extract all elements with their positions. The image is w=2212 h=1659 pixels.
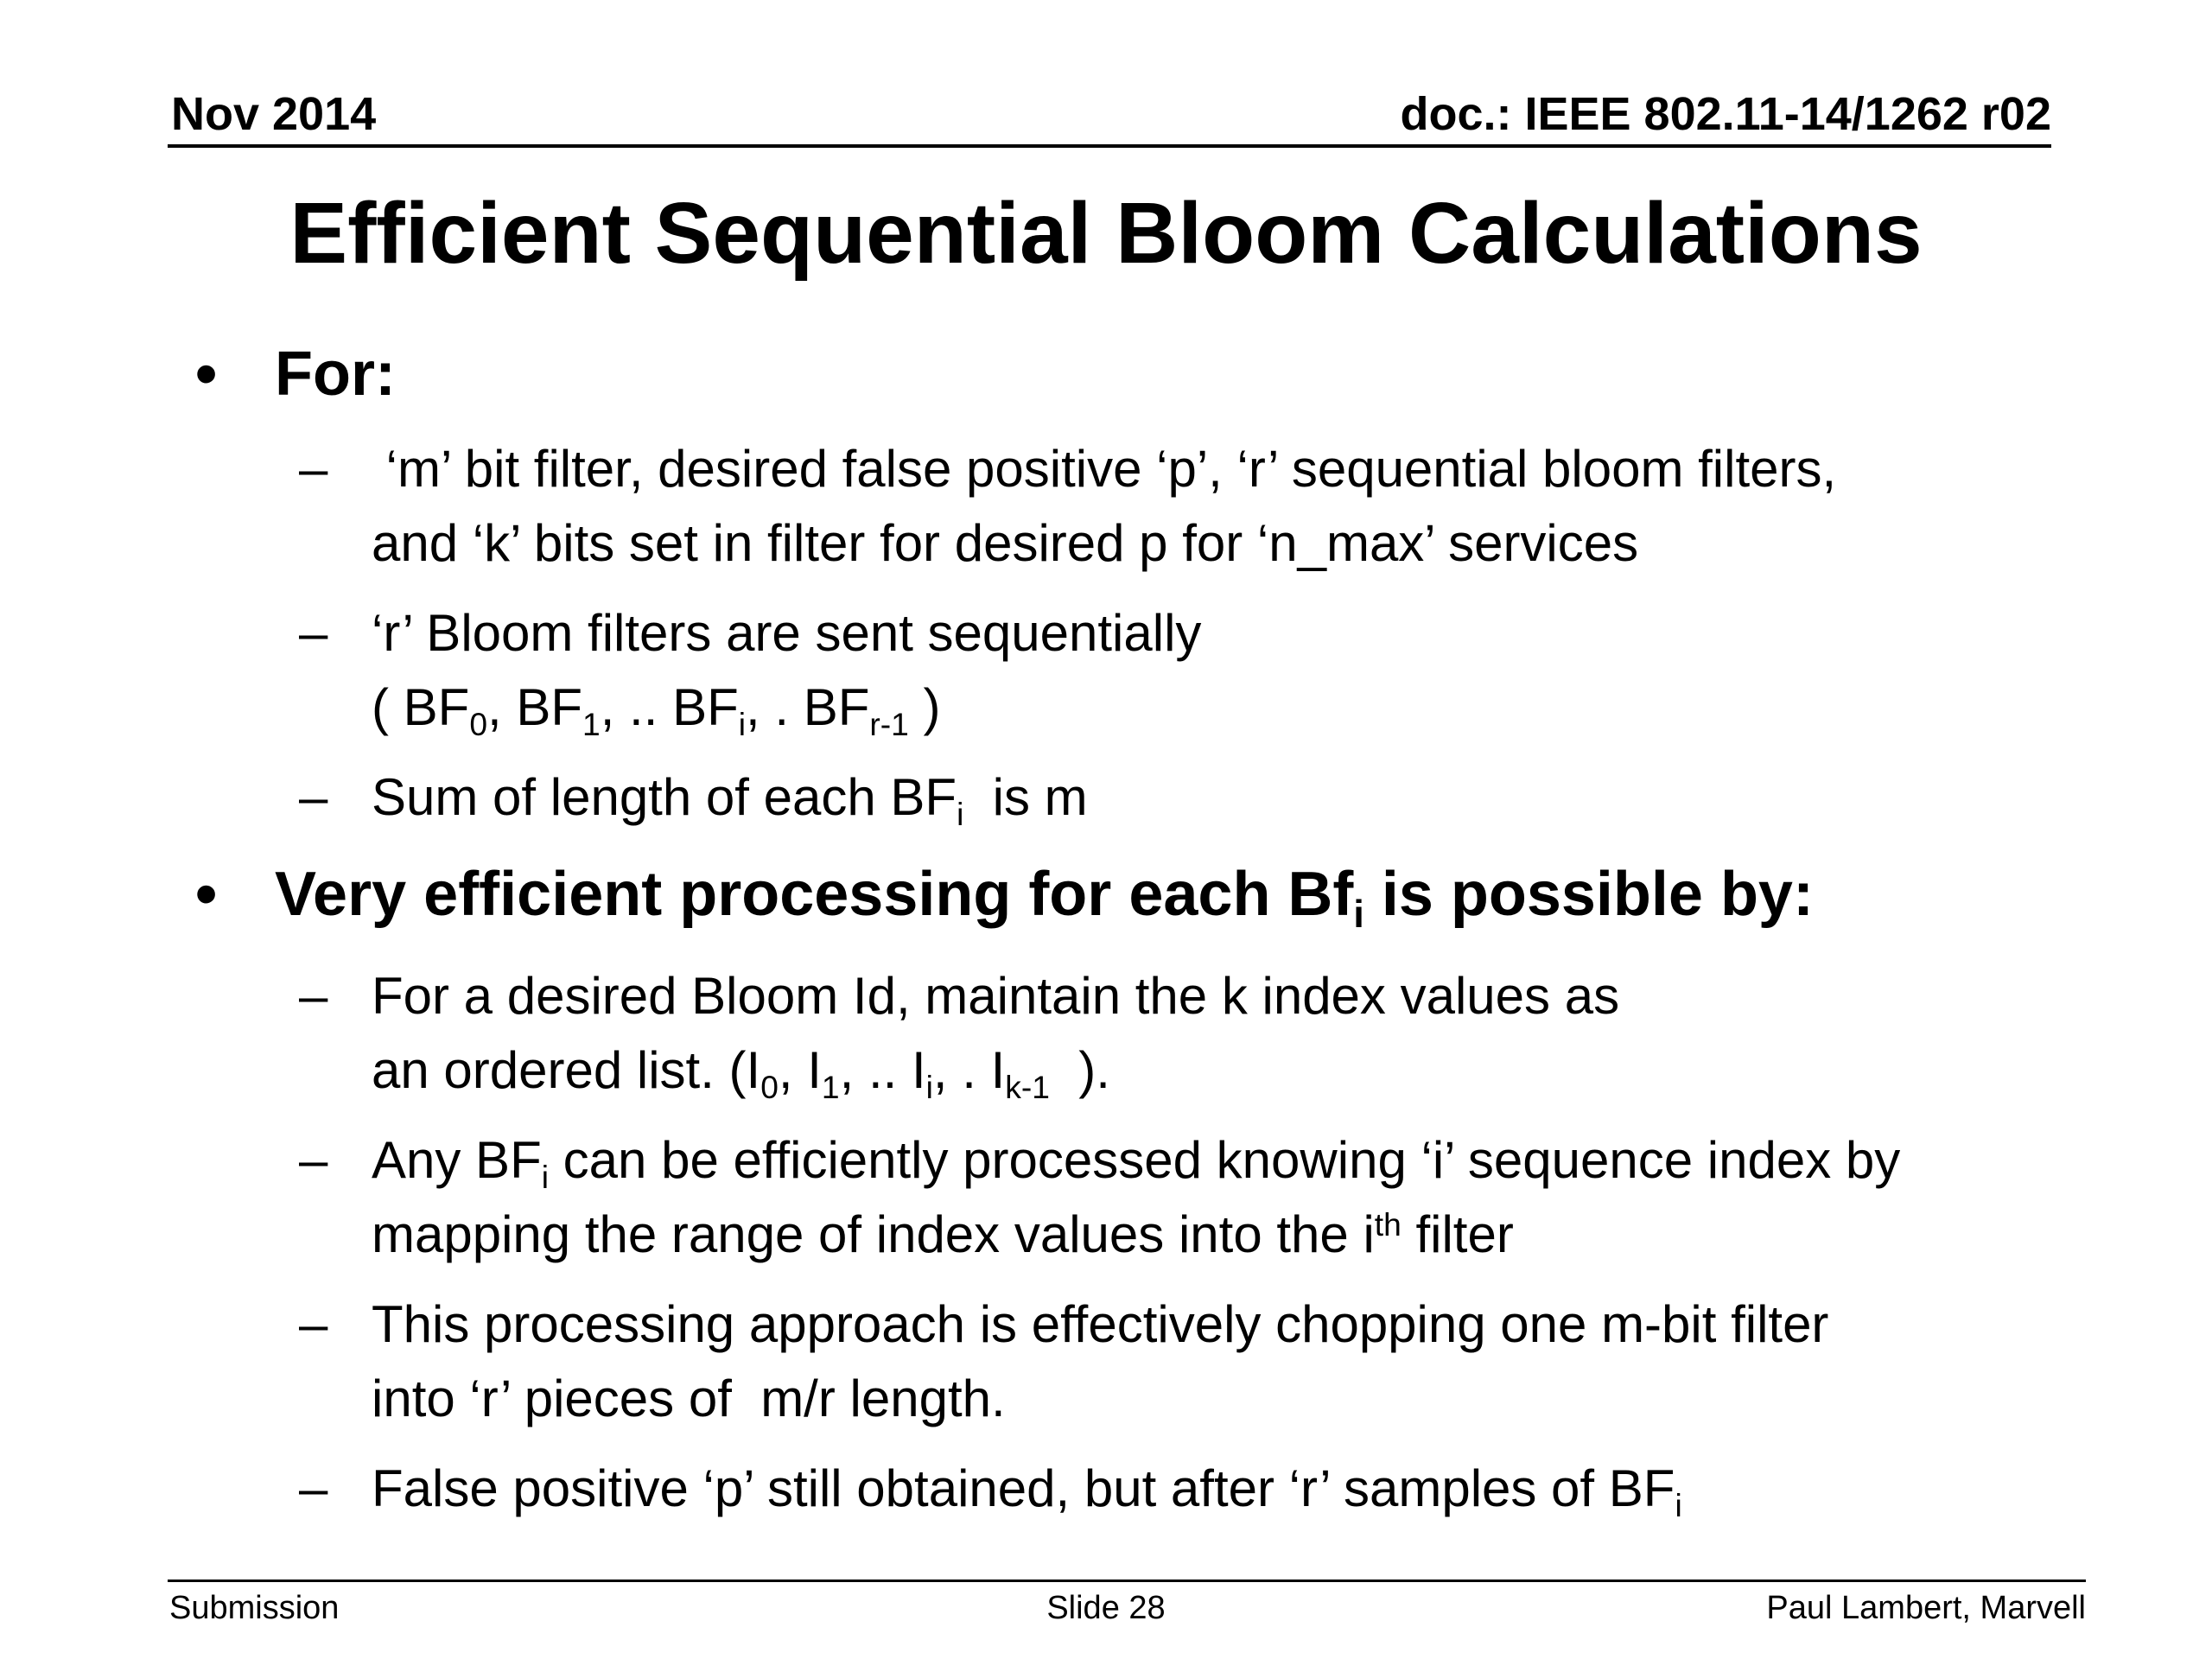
header-date: Nov 2014: [171, 88, 377, 140]
dash-marker: –: [299, 1459, 328, 1517]
dash-marker: –: [299, 1295, 328, 1353]
sub-item-line: ‘r’ Bloom filters are sent sequentially: [372, 604, 1202, 662]
subscript: r-1: [869, 705, 909, 742]
sub-item-line: [372, 760, 2082, 835]
dash-marker: –: [299, 440, 328, 498]
text-part: filter: [1401, 1205, 1514, 1263]
sub-item-line: ‘m’ bit filter, desired false positive ‘p’, ‘r’ sequential bloom filters,: [372, 440, 1837, 498]
dash-marker: –: [299, 967, 328, 1025]
bf-seq-sep: , BF: [487, 678, 583, 736]
sub-item-line: [372, 1033, 2082, 1108]
text-part: is possible by:: [1363, 860, 1814, 929]
dash-marker: –: [299, 1131, 328, 1189]
bf-seq-sep: , .. BF: [600, 678, 739, 736]
subscript: 0: [760, 1068, 779, 1105]
header-doc-id: doc.: IEEE 802.11-14/1262 r02: [1400, 88, 2051, 140]
dash-marker: –: [299, 604, 328, 662]
bullet-text: For:: [275, 340, 396, 409]
idx-seq-sep: , . I: [932, 1041, 1006, 1099]
sub-item-line: [372, 671, 2082, 745]
sub-item-line: and ‘k’ bits set in filter for desired p for ‘n_max’ services: [372, 514, 1639, 572]
subscript: 0: [469, 705, 488, 742]
bullet-text: [275, 858, 1814, 937]
footer-slide-number: Slide 28: [1046, 1590, 1166, 1626]
subscript: i: [541, 1158, 549, 1195]
text-part: is m: [963, 768, 1088, 826]
subscript: 1: [821, 1068, 840, 1105]
bullet-marker: •: [195, 860, 218, 929]
footer-submission: Submission: [169, 1590, 340, 1626]
idx-seq-sep: , .. I: [839, 1041, 926, 1099]
text-part: mapping the range of index values into the i: [372, 1205, 1375, 1263]
subscript: k-1: [1005, 1068, 1050, 1105]
subscript: i: [738, 705, 747, 742]
text-part: False positive ‘p’ still obtained, but after ‘r’ samples of BF: [372, 1459, 1675, 1517]
bf-seq-close: ): [908, 678, 941, 736]
header-rule: [168, 144, 2051, 148]
sub-item-line: into ‘r’ pieces of m/r length.: [372, 1370, 1006, 1427]
bf-seq-open: ( BF: [372, 678, 470, 736]
sub-item-line: For a desired Bloom Id, maintain the k index values as: [372, 967, 1620, 1025]
idx-seq-close: ).: [1049, 1041, 1110, 1099]
subscript: i: [1675, 1486, 1682, 1523]
superscript: th: [1374, 1206, 1402, 1243]
sub-item-line: This processing approach is effectively chopping one m-bit filter: [372, 1295, 1829, 1353]
dash-marker: –: [299, 768, 328, 826]
text-part: can be efficiently processed knowing ‘i’ sequence index by: [549, 1131, 1901, 1189]
idx-seq-open: an ordered list. (I: [372, 1041, 761, 1099]
text-part: Very efficient processing for each Bf: [275, 860, 1354, 929]
text-part: Any BF: [372, 1131, 542, 1189]
sub-item-line: [372, 1123, 2082, 1198]
slide-title: Efficient Sequential Bloom Calculations: [289, 185, 1923, 282]
bf-seq-sep: , . BF: [746, 678, 870, 736]
text-part: Sum of length of each BF: [372, 768, 957, 826]
subscript: i: [925, 1068, 933, 1105]
footer-rule: [168, 1580, 2086, 1582]
subscript: i: [957, 795, 964, 832]
footer-author: Paul Lambert, Marvell: [1766, 1590, 2086, 1626]
subscript: 1: [582, 705, 601, 742]
sub-item-line: [372, 1198, 2082, 1272]
bullet-marker: •: [195, 340, 218, 409]
sub-item-line: [372, 1452, 2082, 1526]
subscript: i: [1353, 893, 1364, 937]
idx-seq-sep: , I: [778, 1041, 822, 1099]
